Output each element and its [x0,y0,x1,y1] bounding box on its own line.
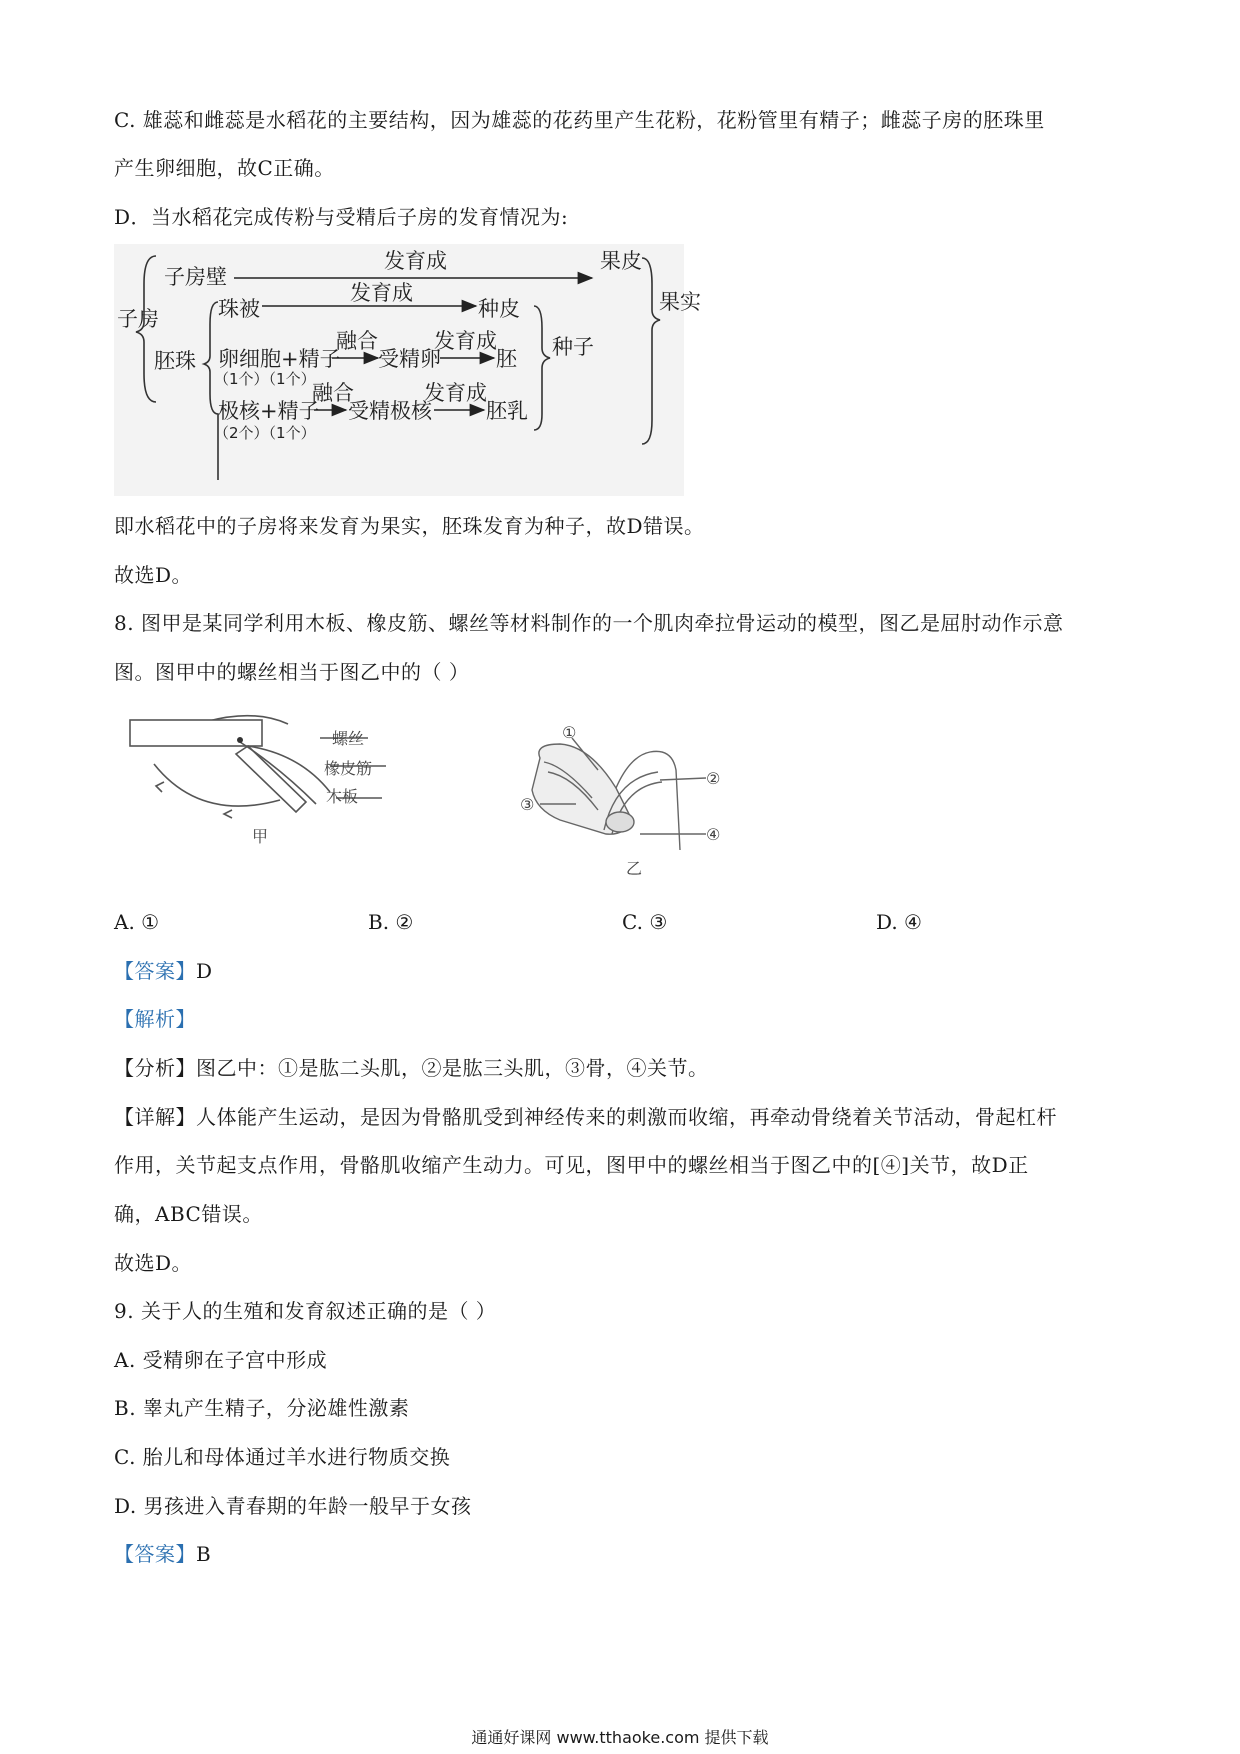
label-zygote: 受精卵 [378,347,441,371]
label-develops-4: 发育成 [424,381,487,405]
label-polar-counts: （2个）（1个） [214,424,316,442]
text-d-line: D．当水稻花完成传粉与受精后子房的发育情况为: [114,205,569,229]
label-fuse-2: 融合 [312,381,354,405]
label-seed: 种子 [552,335,594,359]
caption-yi: 乙 [626,859,643,878]
marker-1: ① [562,723,577,742]
label-ovule: 胚珠 [154,349,196,373]
label-ovary-wall: 子房壁 [164,265,227,289]
label-polar-sperm: 极核+精子 [218,399,320,423]
ovary-development-diagram [114,244,701,496]
q8-fenxi: 【分析】图乙中：①是肱二头肌，②是肱三头肌，③骨，④关节。 [114,1056,709,1080]
marker-2: ② [706,769,721,788]
figure-yi-elbow [520,723,750,880]
page-footer: 通通好课网 www.tthaoke.com 提供下载 [471,1728,769,1747]
q9-option-b: B. 睾丸产生精子，分泌雄性激素 [114,1396,410,1420]
marker-3: ③ [520,795,535,814]
label-develops-2: 发育成 [350,281,413,305]
label-rubber-band: 橡皮筋 [324,759,373,778]
q8-stem-line2: 图。图甲中的螺丝相当于图乙中的（ ） [114,660,470,684]
label-embryo: 胚 [496,347,517,371]
label-develops-1: 发育成 [384,249,447,273]
q8-xiangjie-line3: 确，ABC错误。 [114,1202,263,1226]
label-fruit: 果实 [659,290,701,314]
label-pericarp: 果皮 [600,249,642,273]
q8-analysis-heading: 【解析】 [114,1007,196,1031]
label-endosperm: 胚乳 [486,399,528,423]
q8-option-d: D. ④ [876,910,922,934]
label-egg-counts: （1个）（1个） [214,370,316,388]
caption-jia: 甲 [252,827,269,846]
q8-option-a: A. ① [114,910,160,934]
label-integument: 珠被 [218,297,260,321]
label-fertilized-polar: 受精极核 [348,399,432,423]
q8-xiangjie-line1: 【详解】人体能产生运动，是因为骨骼肌受到神经传来的刺激而收缩，再牵动骨绕着关节活动，骨起杠杆 [114,1105,1057,1129]
label-fuse-1: 融合 [336,329,378,353]
label-board: 木板 [326,787,359,806]
marker-4: ④ [706,825,721,844]
q8-xiangjie-line2: 作用，关节起支点作用，骨骼肌收缩产生动力。可见，图甲中的螺丝相当于图乙中的[④]关节，故D正 [114,1153,1029,1177]
q9-option-c: C. 胎儿和母体通过羊水进行物质交换 [114,1445,451,1469]
q8-option-c: C. ③ [622,910,668,934]
figure-jia-model [120,702,480,862]
q8-select: 故选D。 [114,1251,193,1275]
q9-stem: 9. 关于人的生殖和发育叙述正确的是（ ） [114,1299,497,1323]
q9-option-a: A. 受精卵在子宫中形成 [114,1348,328,1372]
label-ovary-1: 子房 [117,307,159,331]
text-c-line1: C. 雄蕊和雌蕊是水稻花的主要结构，因为雄蕊的花药里产生花粉，花粉管里有精子；雌蕊子房的胚珠里 [114,108,1045,132]
q8-option-b: B. ② [368,910,414,934]
label-egg-sperm: 卵细胞+精子 [218,347,341,371]
q8-stem-line1: 8. 图甲是某同学利用木板、橡皮筋、螺丝等材料制作的一个肌肉牵拉骨运动的模型，图乙是屈肘动作示意 [114,611,1064,635]
label-seed-coat: 种皮 [478,297,520,321]
label-screw: 螺丝 [332,729,365,748]
label-develops-3: 发育成 [434,329,497,353]
q8-answer: 【答案】D [114,959,213,983]
text-c-line2: 产生卵细胞，故C正确。 [114,156,335,180]
q9-answer: 【答案】B [114,1542,212,1566]
text-prev-select: 故选D。 [114,563,193,587]
text-d-conclusion: 即水稻花中的子房将来发育为果实，胚珠发育为种子，故D错误。 [114,514,705,538]
q9-option-d: D. 男孩进入青春期的年龄一般早于女孩 [114,1494,472,1518]
